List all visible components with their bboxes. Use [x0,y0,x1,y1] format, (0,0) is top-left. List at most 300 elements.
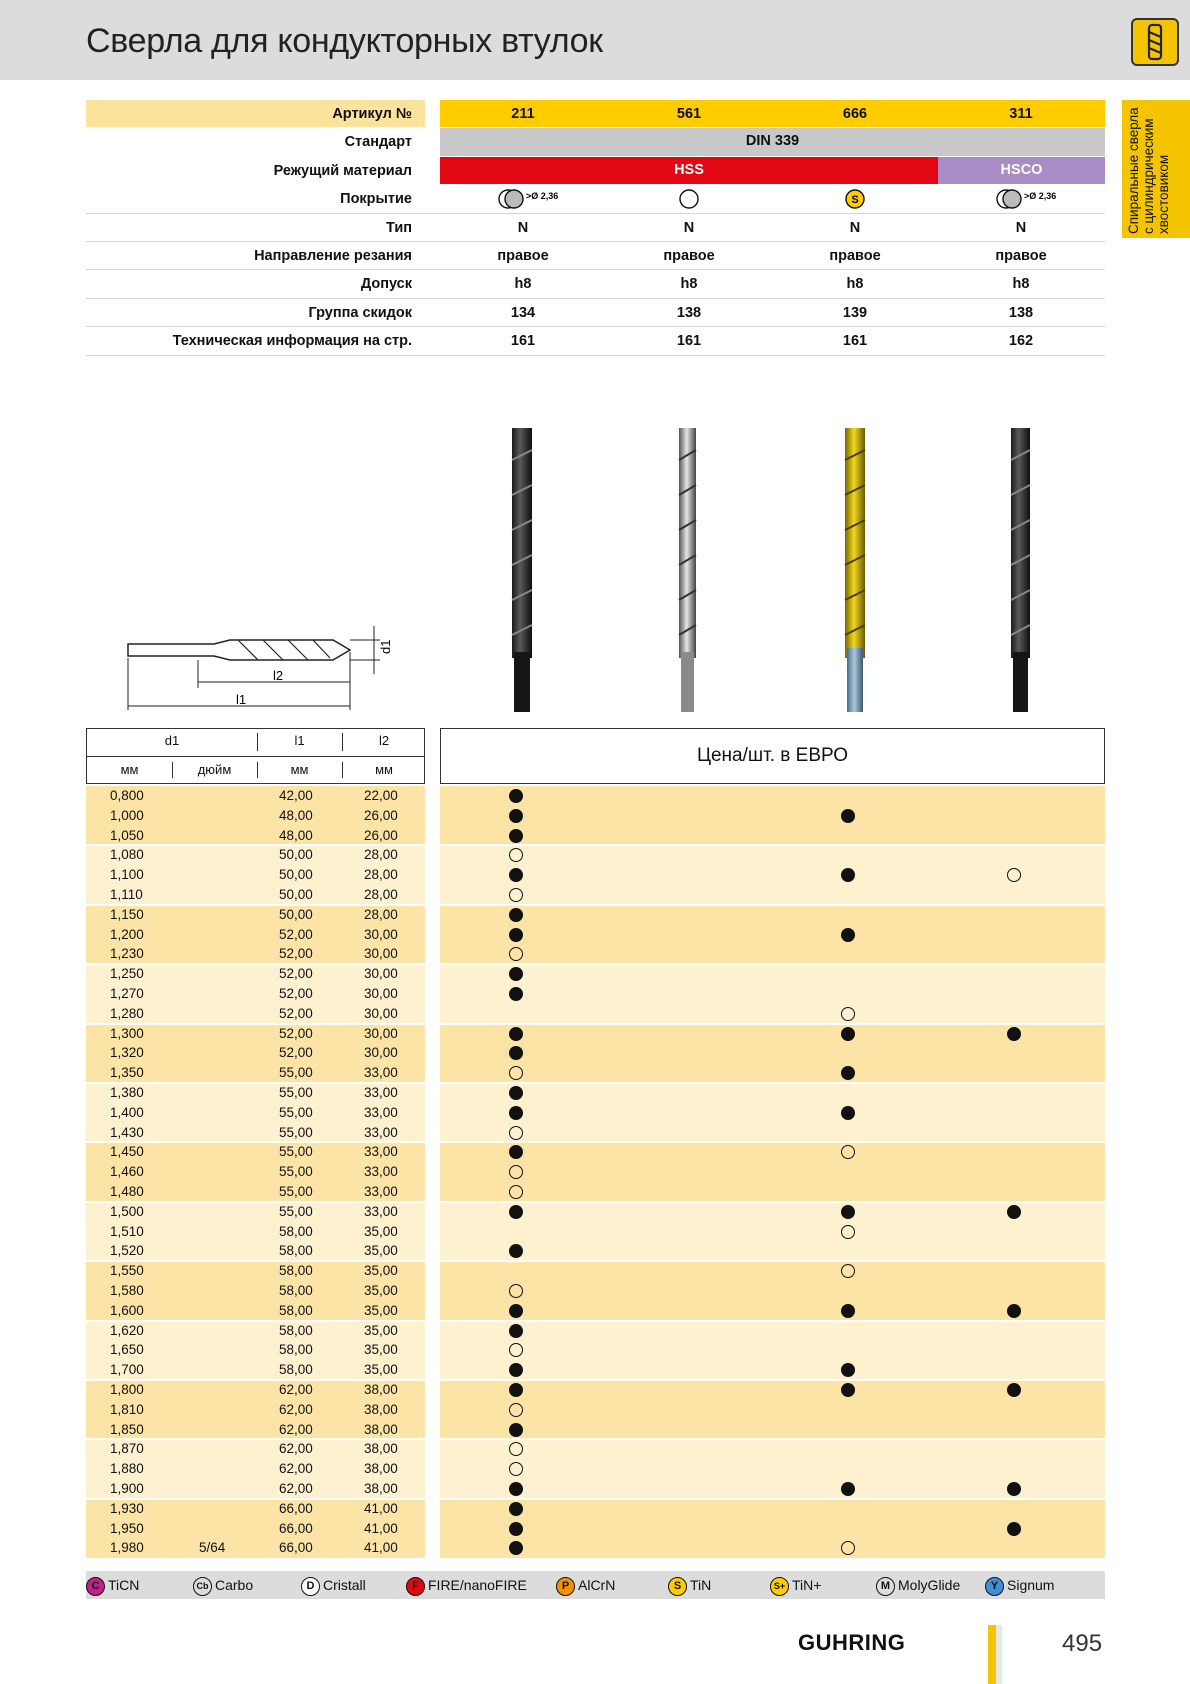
cell-d1-mm: 1,900 [110,1481,144,1496]
table-row [86,1123,1105,1143]
cell-d1-mm: 1,550 [110,1263,144,1279]
table-row [86,1241,1105,1261]
row-bg-right [440,1103,1105,1123]
group-sep [440,1379,1105,1381]
legend-label: AlCrN [578,1577,616,1593]
in-stock-dot[interactable] [509,1383,523,1397]
spec-direction-value: правое [663,248,715,264]
coating-badge-icon: Cb [193,1577,212,1596]
table-row [86,865,1105,885]
spec-label: Техническая информация на стр. [172,333,412,350]
cell-d1-mm: 1,230 [110,946,144,962]
legend-fire-nanofire [406,1571,527,1599]
cell-l1: 50,00 [279,906,313,922]
row-bg-right [440,1043,1105,1063]
in-stock-dot[interactable] [509,1205,523,1219]
in-stock-dot[interactable] [509,829,523,843]
legend-label: Carbo [215,1577,254,1593]
price-header: Цена/шт. в ЕВРО [440,728,1105,784]
table-row [86,1222,1105,1242]
cell-d1-mm: 1,450 [110,1144,144,1160]
article-211[interactable]: 211 [511,106,535,122]
table-row [86,1340,1105,1360]
spec-direction-value: правое [497,248,549,264]
cell-l2: 30,00 [364,1045,398,1061]
group-sep [440,1260,1105,1262]
in-stock-dot[interactable] [509,987,523,1001]
group-sep [440,1082,1105,1084]
cell-d1-mm: 1,430 [110,1124,144,1140]
row-bg-right [440,885,1105,905]
coating-badge-icon: D [301,1577,320,1596]
article-666[interactable]: 666 [842,106,868,122]
group-sep [440,1320,1105,1322]
cell-d1-mm: 1,870 [110,1441,144,1457]
table-row [86,1043,1105,1063]
coating-badge-icon: S+ [770,1577,789,1596]
coating-badge-letter: S [851,194,859,207]
cell-l2: 35,00 [364,1302,398,1318]
on-request-dot[interactable] [509,1403,523,1417]
in-stock-dot[interactable] [1007,1482,1021,1496]
row-bg-right [440,786,1105,806]
cell-l1: 62,00 [279,1421,313,1437]
cell-l1: 55,00 [279,1144,313,1160]
row-bg-right [440,1162,1105,1182]
table-row [86,1459,1105,1479]
group-sep [440,904,1105,906]
cell-d1-mm: 1,460 [110,1164,144,1180]
row-bg-right [440,984,1105,1004]
cell-l1: 66,00 [279,1500,313,1516]
footer-accent [988,1625,996,1684]
footer-accent-shadow [996,1625,1002,1684]
cell-l1: 58,00 [279,1362,313,1378]
in-stock-dot[interactable] [509,928,523,942]
in-stock-dot[interactable] [841,928,855,942]
schematic-l2-label: l2 [273,668,284,683]
cell-d1-mm: 1,700 [110,1362,144,1378]
cell-l1: 52,00 [279,946,313,962]
row-bg-right [440,1360,1105,1380]
cell-l1: 58,00 [279,1243,313,1259]
cell-l1: 62,00 [279,1441,313,1457]
cell-d1-mm: 1,350 [110,1065,144,1081]
in-stock-dot[interactable] [841,809,855,823]
row-bg-right [440,1281,1105,1301]
cell-l2: 22,00 [364,788,398,803]
col-d1: d1 [164,733,180,748]
cell-l1: 55,00 [279,1085,313,1100]
spec-type-value: N [849,219,861,236]
cell-l2: 33,00 [364,1144,398,1160]
table-row [86,1182,1105,1202]
table-row [86,1499,1105,1519]
cell-l1: 55,00 [279,1065,313,1081]
spec-label: Покрытие [340,191,412,208]
cell-d1-mm: 1,110 [110,887,143,902]
cell-l1: 52,00 [279,1025,313,1041]
coating-badge-icon: F [406,1577,425,1596]
cell-d1-mm: 1,620 [110,1322,144,1338]
article-561[interactable]: 561 [676,106,702,122]
size-table-header [86,728,425,784]
spec-tolerance-value: h8 [1012,276,1030,293]
spec-discount-value: 139 [842,304,868,321]
row-bg-right [440,1321,1105,1341]
row-bg-right [440,925,1105,945]
cell-l2: 28,00 [364,887,398,902]
cell-l2: 33,00 [364,1065,398,1081]
drill-311 [1011,428,1030,712]
table-row [86,1439,1105,1459]
in-stock-dot[interactable] [841,1482,855,1496]
spec-direction-value: правое [829,248,881,264]
table-row [86,1479,1105,1499]
in-stock-dot[interactable] [509,1502,523,1516]
cell-d1-mm: 1,100 [110,867,144,883]
cell-l1: 62,00 [279,1481,313,1496]
schematic-l1-label: l1 [236,692,247,707]
in-stock-dot[interactable] [509,1324,523,1338]
cell-d1-mm: 1,200 [110,926,144,942]
table-row [86,1063,1105,1083]
cell-d1-mm: 1,580 [110,1283,144,1298]
spec-label: Стандарт [344,134,412,151]
in-stock-dot[interactable] [1007,1027,1021,1041]
cell-l1: 55,00 [279,1164,313,1180]
cell-l1: 66,00 [279,1540,313,1556]
brand-logo: GUHRING [798,1630,906,1655]
table-row [86,925,1105,945]
table-row [86,1142,1105,1162]
cell-d1-mm: 1,280 [110,1005,144,1021]
coating-badge-icon: Y [985,1577,1004,1596]
standard-cell: DIN 339 [440,128,1105,155]
in-stock-dot[interactable] [509,1086,523,1100]
legend-ticn [86,1571,139,1599]
cell-l2: 33,00 [364,1203,398,1219]
cell-l1: 58,00 [279,1342,313,1358]
unit-d1-mm: мм [120,762,139,777]
spec-label: Режущий материал [273,162,412,179]
drill-666 [845,428,865,712]
row-bg-right [440,1202,1105,1222]
cell-l1: 48,00 [279,827,313,843]
in-stock-dot[interactable] [841,1383,855,1397]
cell-l2: 38,00 [364,1481,398,1496]
legend-label: MolyGlide [898,1577,961,1593]
table-row [86,1103,1105,1123]
in-stock-dot[interactable] [1007,1205,1021,1219]
in-stock-dot[interactable] [509,809,523,823]
coating-legend [86,1571,1105,1599]
spec-tech_page-value: 161 [842,333,868,350]
cell-l1: 48,00 [279,807,313,823]
coating-badge-icon: P [556,1577,575,1596]
row-bg-right [440,865,1105,885]
cell-l2: 30,00 [364,1025,398,1041]
side-tab-label: Спиральные сверла с цилиндрическим хвостовиком [1126,107,1171,234]
cell-l2: 35,00 [364,1283,398,1298]
in-stock-dot[interactable] [1007,1383,1021,1397]
steam-oxide-icon [938,185,1104,213]
row-bg-right [440,1083,1105,1103]
cell-d1-mm: 1,150 [110,906,144,922]
row-bg-right [440,1024,1105,1044]
side-category-tab[interactable] [1122,100,1190,238]
spec-tolerance-value: h8 [514,276,532,293]
legend-signum [985,1571,1054,1599]
page-title: Сверла для кондукторных втулок [86,22,603,60]
in-stock-dot[interactable] [509,1522,523,1536]
cell-l2: 35,00 [364,1263,398,1279]
legend-label: Cristall [323,1577,366,1593]
group-sep [440,963,1105,965]
legend-label: TiN [690,1577,712,1593]
cell-l2: 41,00 [364,1520,398,1536]
row-bg-right [440,1380,1105,1400]
group-sep [440,1201,1105,1203]
cell-l1: 58,00 [279,1223,313,1239]
drill-icon [1131,18,1179,66]
cell-l2: 35,00 [364,1322,398,1338]
material-hsco: HSCO [938,157,1105,184]
drill-211 [512,428,532,712]
legend-label: Signum [1007,1577,1055,1593]
spec-tech_page-value: 162 [1008,333,1034,350]
row-bg-right [440,1261,1105,1281]
cell-l1: 58,00 [279,1322,313,1338]
spec-type-value: N [683,219,695,236]
cell-l2: 33,00 [364,1164,398,1180]
table-row [86,826,1105,846]
in-stock-dot[interactable] [509,1482,523,1496]
spec-label: Артикул № [332,106,412,122]
spec-tolerance-value: h8 [680,276,698,293]
cell-l2: 30,00 [364,986,398,1001]
row-bg-right [440,944,1105,964]
cell-l2: 41,00 [364,1540,398,1556]
cell-d1-mm: 1,270 [110,986,144,1001]
spec-tech_page-value: 161 [676,333,702,350]
cell-l1: 55,00 [279,1124,313,1140]
coating-badge-icon: M [876,1577,895,1596]
table-row [86,1400,1105,1420]
cell-d1-mm: 1,950 [110,1520,144,1536]
cell-d1-mm: 1,850 [110,1421,144,1437]
table-row [86,1519,1105,1539]
cell-l1: 58,00 [279,1263,313,1279]
on-request-dot[interactable] [509,1185,523,1199]
cell-d1-mm: 1,880 [110,1461,144,1477]
cell-l2: 30,00 [364,1005,398,1021]
table-row [86,1321,1105,1341]
spec-type-value: N [1015,219,1027,236]
schematic-d1-label: d1 [378,639,393,654]
cell-l1: 50,00 [279,867,313,883]
table-row [86,1162,1105,1182]
cell-l2: 38,00 [364,1441,398,1457]
in-stock-dot[interactable] [841,1106,855,1120]
in-stock-dot[interactable] [841,1205,855,1219]
cell-d1-mm: 1,000 [110,807,144,823]
row-bg-right [440,1182,1105,1202]
cell-l1: 55,00 [279,1203,313,1219]
legend-tin [668,1571,711,1599]
row-bg-right [440,1063,1105,1083]
material-hss: HSS [440,157,938,184]
spec-label: Направление резания [254,248,412,264]
on-request-dot[interactable] [841,1007,855,1021]
row-bg-right [440,826,1105,846]
cell-l2: 35,00 [364,1223,398,1239]
cell-l2: 35,00 [364,1342,398,1358]
cell-d1-mm: 1,810 [110,1401,144,1417]
row-bg-right [440,1123,1105,1143]
article-311[interactable]: 311 [1009,106,1033,122]
spec-discount-value: 138 [676,304,702,321]
cell-l2: 28,00 [364,906,398,922]
in-stock-dot[interactable] [1007,1522,1021,1536]
cell-l2: 38,00 [364,1461,398,1477]
in-stock-dot[interactable] [509,1027,523,1041]
in-stock-dot[interactable] [509,1106,523,1120]
table-row [86,1261,1105,1281]
row-bg-right [440,845,1105,865]
on-request-dot[interactable] [841,1225,855,1239]
legend-molyglide [876,1571,960,1599]
drill-schematic [118,622,398,722]
in-stock-dot[interactable] [841,1027,855,1041]
cell-d1-mm: 1,400 [110,1104,144,1120]
spec-tech_page-value: 161 [510,333,536,350]
cell-l1: 62,00 [279,1461,313,1477]
spec-tolerance-value: h8 [846,276,864,293]
cell-l1: 58,00 [279,1302,313,1318]
legend-carbo [193,1571,253,1599]
in-stock-dot[interactable] [1007,1304,1021,1318]
table-row [86,964,1105,984]
cell-l2: 30,00 [364,966,398,982]
row-bg-right [440,1004,1105,1024]
table-row [86,806,1105,826]
col-l1: l1 [294,733,305,748]
row-bg-right [440,1439,1105,1459]
cell-l1: 50,00 [279,847,313,863]
cell-l1: 66,00 [279,1520,313,1536]
in-stock-dot[interactable] [841,1304,855,1318]
table-row [86,885,1105,905]
on-request-dot[interactable] [509,888,523,902]
cell-d1-mm: 1,080 [110,847,144,863]
legend-label: TiN+ [792,1577,822,1593]
cell-l1: 42,00 [279,788,313,803]
table-row [86,1004,1105,1024]
table-row [86,1281,1105,1301]
table-row [86,1301,1105,1321]
cell-d1-mm: 1,500 [110,1203,144,1219]
group-sep [440,844,1105,846]
coating-badge-icon: C [86,1577,105,1596]
tin-icon [772,185,938,213]
cell-d1-mm: 1,520 [110,1243,144,1259]
table-row [86,944,1105,964]
row-bg-right [440,1499,1105,1519]
row-bg-right [440,1479,1105,1499]
spec-label: Допуск [360,276,412,293]
cell-d1-mm: 1,650 [110,1342,144,1358]
cell-l1: 52,00 [279,926,313,942]
cell-l1: 50,00 [279,887,313,902]
cell-d1-mm: 1,510 [110,1223,144,1239]
spec-direction-value: правое [995,248,1047,264]
table-row [86,1538,1105,1558]
table-row [86,984,1105,1004]
cell-d1-mm: 1,480 [110,1184,144,1199]
page-number: 495 [1062,1630,1103,1657]
spec-discount-value: 134 [510,304,536,321]
in-stock-dot[interactable] [509,789,523,803]
in-stock-dot[interactable] [509,1304,523,1318]
legend-tin- [770,1571,821,1599]
cell-l2: 33,00 [364,1124,398,1140]
row-bg-right [440,1241,1105,1261]
legend-cristall [301,1571,366,1599]
row-bg-right [440,1142,1105,1162]
coating-note: >Ø 2,36 [1024,191,1057,202]
row-bg-right [440,1538,1105,1558]
table-row [86,1083,1105,1103]
spec-type-value: N [517,219,529,236]
cell-l2: 33,00 [364,1104,398,1120]
group-sep [440,1141,1105,1143]
table-row [86,786,1105,806]
unit-d1-inch: дюйм [197,762,232,777]
steam-oxide-icon [440,185,606,213]
cell-l2: 35,00 [364,1243,398,1259]
cell-d1-mm: 1,250 [110,966,144,982]
on-request-dot[interactable] [509,1284,523,1298]
cell-d1-mm: 1,380 [110,1085,144,1100]
cell-l2: 28,00 [364,847,398,863]
row-bg-right [440,1222,1105,1242]
cell-l2: 26,00 [364,827,398,843]
row-bg-right [440,1519,1105,1539]
row-bg-right [440,806,1105,826]
cell-d1-mm: 1,320 [110,1045,144,1061]
on-request-dot[interactable] [509,1126,523,1140]
row-bg-right [440,905,1105,925]
cell-l2: 38,00 [364,1401,398,1417]
cell-l1: 58,00 [279,1283,313,1298]
spec-discount-value: 138 [1008,304,1034,321]
cell-l1: 62,00 [279,1382,313,1397]
in-stock-dot[interactable] [509,1423,523,1437]
cell-d1-mm: 0,800 [110,788,144,803]
coating-badge-icon: S [668,1577,687,1596]
cell-l1: 52,00 [279,986,313,1001]
in-stock-dot[interactable] [509,908,523,922]
row-bg-right [440,1301,1105,1321]
cell-d1-mm: 1,300 [110,1025,144,1041]
cell-l1: 52,00 [279,1045,313,1061]
cell-l2: 41,00 [364,1500,398,1516]
table-row [86,1360,1105,1380]
cell-l1: 52,00 [279,966,313,982]
spec-label: Группа скидок [308,304,412,321]
cell-l2: 38,00 [364,1421,398,1437]
